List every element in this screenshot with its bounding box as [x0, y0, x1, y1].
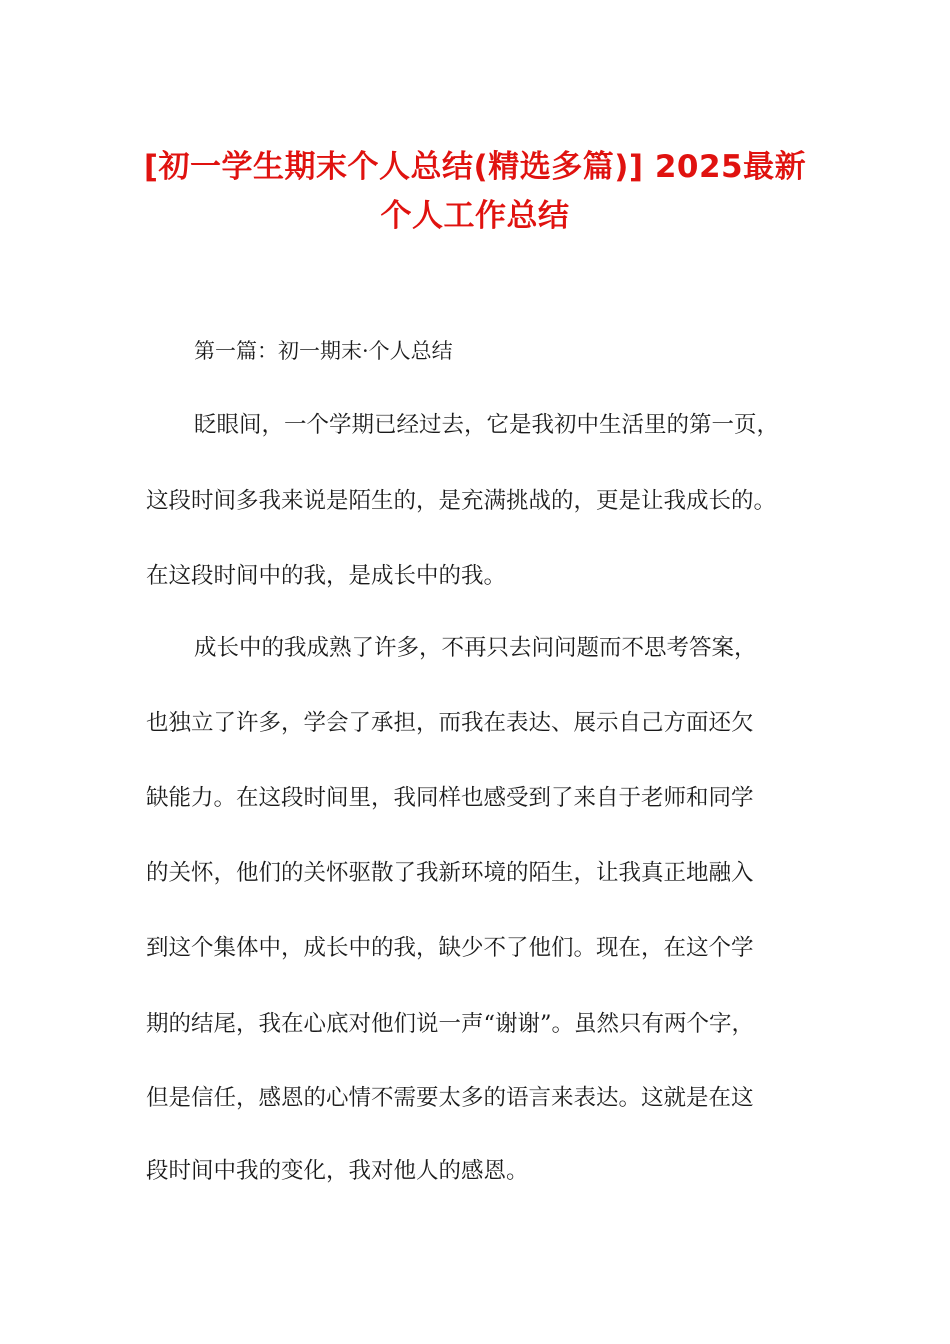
paragraph-2-line-8: 段时间中我的变化，我对他人的感恩。	[146, 1158, 529, 1184]
document-title: [初一学生期末个人总结(精选多篇)] 2025最新个人工作总结	[143, 149, 807, 234]
section-heading: 第一篇：初一期末·个人总结	[194, 339, 453, 363]
paragraph-1-line-2: 这段时间多我来说是陌生的，是充满挑战的，更是让我成长的。	[146, 488, 777, 514]
paragraph-2-line-3: 缺能力。在这段时间里，我同样也感受到了来自于老师和同学	[146, 785, 754, 811]
paragraph-2-line-5: 到这个集体中，成长中的我，缺少不了他们。现在，在这个学	[146, 935, 754, 961]
paragraph-1-line-1: 眨眼间，一个学期已经过去，它是我初中生活里的第一页，	[194, 412, 780, 438]
paragraph-2-line-1: 成长中的我成熟了许多，不再只去问问题而不思考答案，	[194, 635, 757, 661]
paragraph-1-line-3: 在这段时间中的我，是成长中的我。	[146, 563, 507, 589]
paragraph-2-line-6: 期的结尾，我在心底对他们说一声“谢谢”。虽然只有两个字，	[146, 1011, 755, 1037]
paragraph-2-line-2: 也独立了许多，学会了承担，而我在表达、展示自己方面还欠	[146, 710, 754, 736]
paragraph-2-line-7: 但是信任，感恩的心情不需要太多的语言来表达。这就是在这	[146, 1085, 754, 1111]
paragraph-2-line-4: 的关怀，他们的关怀驱散了我新环境的陌生，让我真正地融入	[146, 860, 754, 886]
